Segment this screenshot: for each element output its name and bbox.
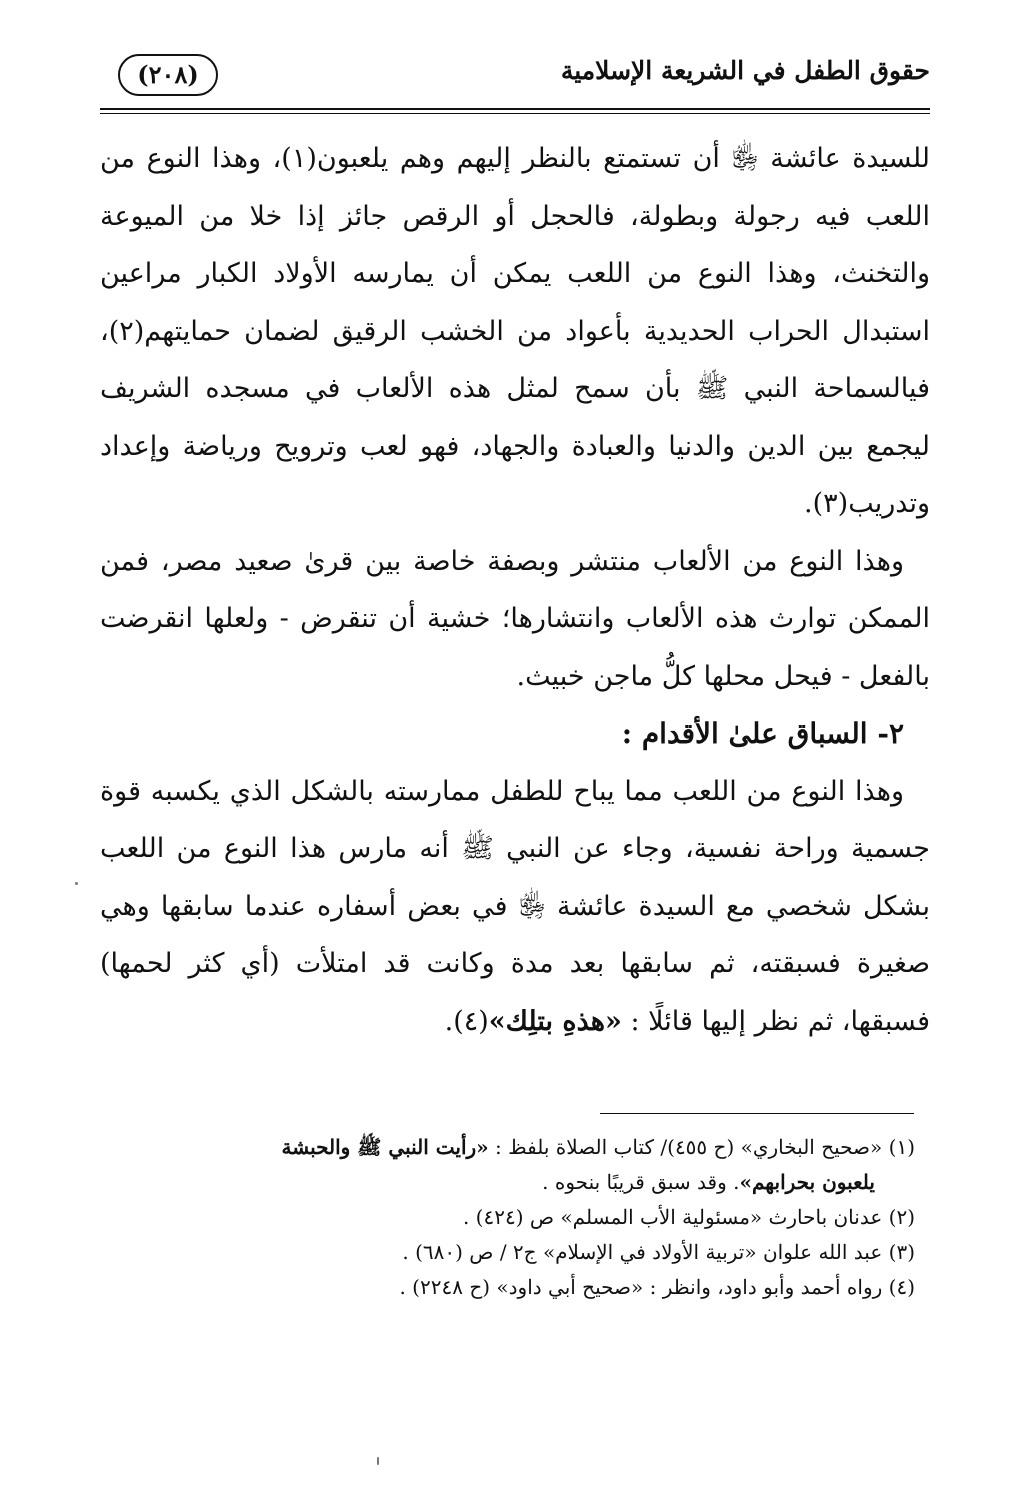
paragraph-2: وهذا النوع من الألعاب منتشر وبصفة خاصة بين قرىٰ صعيد مصر، فمن الممكن توارث هذه الألعاب وانتشارها؛ خشية أن تنقرض - ولعلها انقرضت بالفعل - فيحل محلها كلُّ ماجن خبيث. [100, 545, 930, 692]
footnote-1-cont-tail: . وقد سبق قريبًا بنحوه . [542, 1170, 740, 1194]
footnotes [100, 1130, 915, 1305]
body-text [100, 130, 930, 1050]
footnote-1 [100, 1130, 915, 1165]
paragraph-3-quote: «هذهِ بتلِك» [488, 1005, 622, 1037]
running-title: حقوق الطفل في الشريعة الإسلامية [560, 56, 930, 85]
header-rule-thick [100, 108, 930, 110]
footnote-1-lead: (١) «صحيح البخاري» (ح ٤٥٥)/ كتاب الصلاة بلفظ : [488, 1135, 915, 1159]
footnote-1-quote: «رأيت النبي ﷺ والحبشة [281, 1135, 489, 1159]
paragraph-1: للسيدة عائشة ﵂ أن تستمتع بالنظر إليهم وهم يلعبون(١)، وهذا النوع من اللعب فيه رجولة وبطولة، فالحجل أو الرقص جائز إذا خلا من الميوعة والتخنث، وهذا النوع من اللعب يمكن أن يمارسه الأولاد الكبار مراعين استبدال الحراب الحديدية بأعواد من الخشب الرقيق لضمان حمايتهم(٢)، فيالسماحة النبي ﷺ بأن سمح لمثل هذه الألعاب في مسجده الشريف ليجمع بين الدين والدنيا والعبادة والجهاد، فهو لعب وترويح ورياضة وإعداد وتدريب(٣). [100, 143, 930, 519]
page-header [100, 50, 930, 102]
footnote-2: (٢) عدنان باحارث «مسئولية الأب المسلم» ص (٤٢٤) . [462, 1205, 915, 1229]
footnote-1-continuation [100, 1165, 915, 1200]
scan-speck [377, 1457, 379, 1465]
paragraph-3 [100, 763, 930, 1051]
footnote-1-cont-quote: يلعبون بحرابهم» [739, 1170, 875, 1194]
scan-speck [75, 882, 78, 885]
footnote-3: (٣) عبد الله علوان «تربية الأولاد في الإسلام» ج٢ / ص (٦٨٠) . [402, 1240, 915, 1264]
paragraph-3-lead: وهذا النوع من اللعب مما يباح للطفل ممارسته بالشكل الذي يكسبه قوة جسمية وراحة نفسية، وجاء عن النبي ﷺ أنه مارس هذا النوع من اللعب بشكل شخصي مع السيدة عائشة ﵂ في بعض أسفاره عندما سابقها وهي صغيرة فسبقته، ثم سابقها بعد مدة وكانت قد امتلأت (أي كثر لحمها) فسبقها، ثم نظر إليها قائلًا : [100, 775, 930, 1037]
paragraph-3-tail: (٤). [444, 1005, 489, 1037]
header-rule-thin [100, 113, 930, 114]
footnote-separator [600, 1113, 914, 1114]
page-number: (٢٠٨) [118, 54, 218, 96]
footnote-4: (٤) رواه أحمد وأبو داود، وانظر : «صحيح أبي داود» (ح ٢٢٤٨) . [399, 1275, 915, 1299]
section-heading: ٢- السباق علىٰ الأقدام : [621, 717, 904, 750]
